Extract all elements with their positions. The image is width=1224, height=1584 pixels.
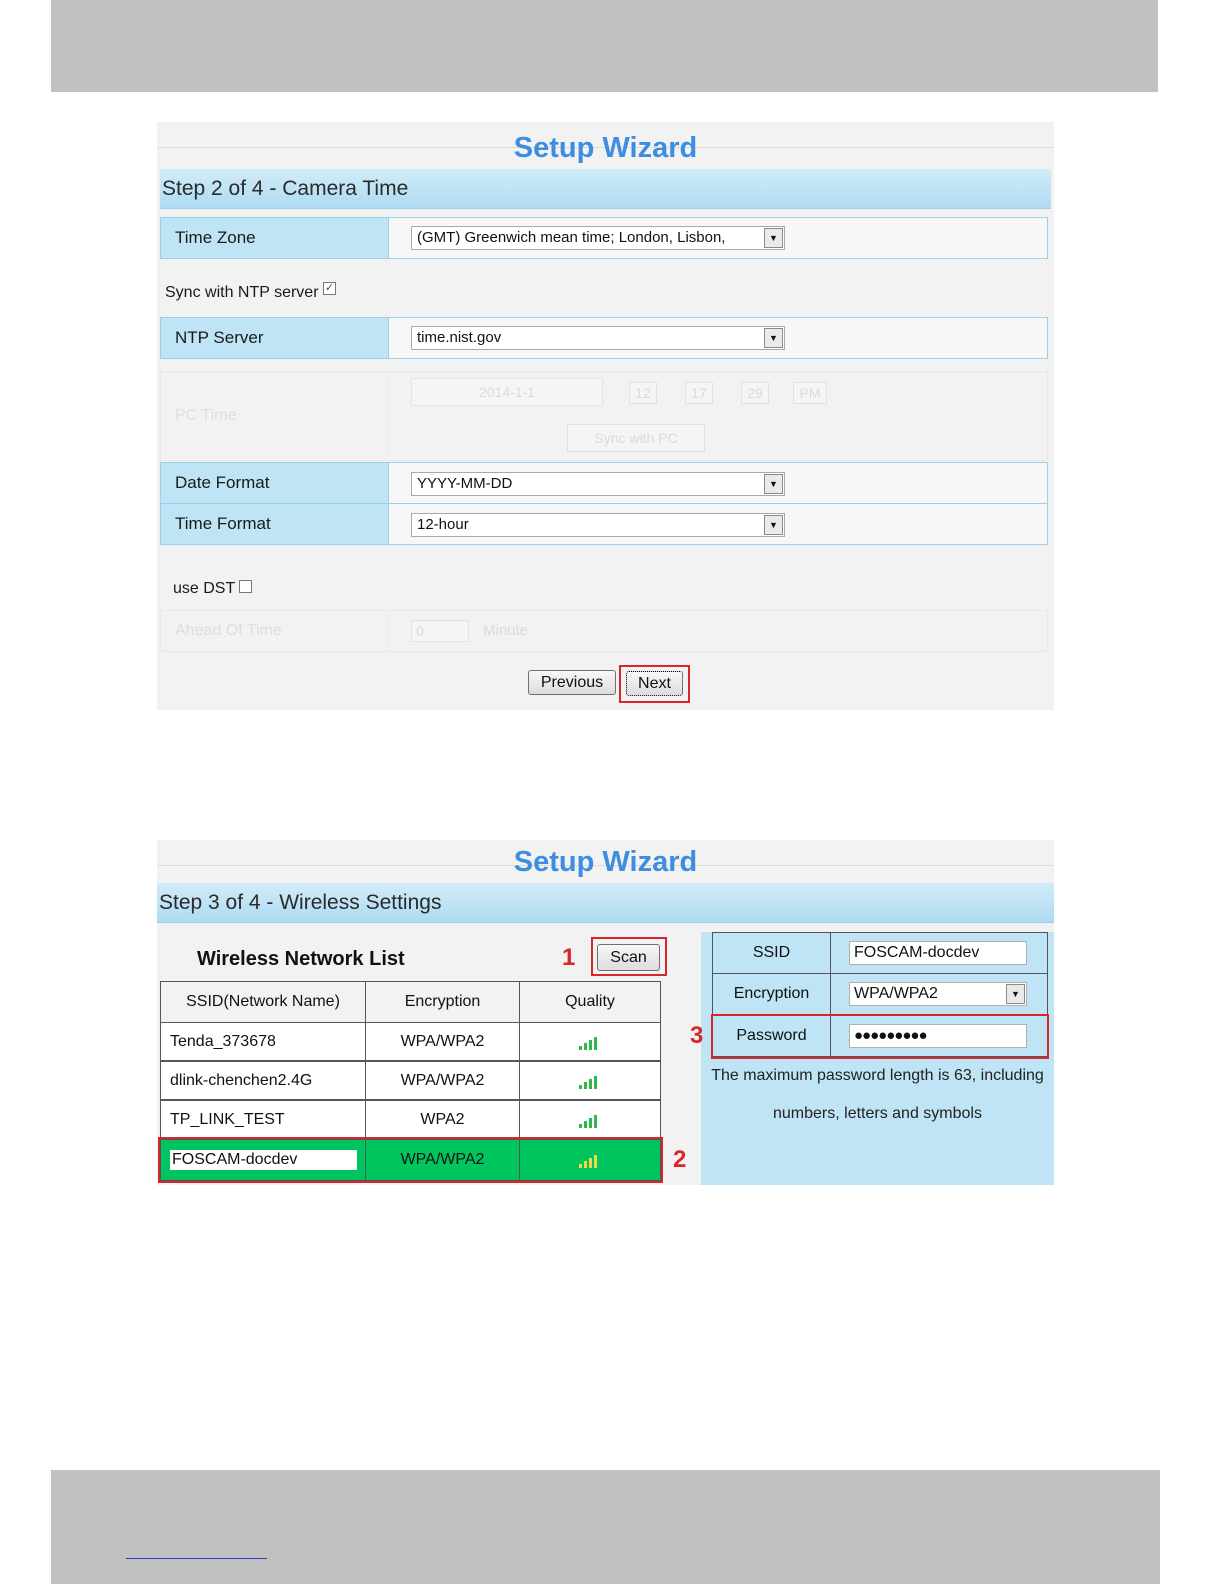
network-encryption: WPA2 bbox=[366, 1101, 520, 1138]
password-note-line1: The maximum password length is 63, including bbox=[711, 1067, 1044, 1084]
time-zone-label: Time Zone bbox=[161, 218, 389, 258]
column-header-ssid: SSID(Network Name) bbox=[161, 982, 366, 1022]
step-bar: Step 2 of 4 - Camera Time bbox=[160, 169, 1051, 209]
encryption-label: Encryption bbox=[713, 974, 831, 1014]
ssid-input[interactable]: FOSCAM-docdev bbox=[849, 941, 1027, 965]
date-format-select[interactable] bbox=[411, 472, 785, 496]
chevron-down-icon[interactable]: ▼ bbox=[1006, 984, 1025, 1004]
password-input[interactable]: ●●●●●●●●● bbox=[849, 1024, 1027, 1048]
chevron-down-icon[interactable]: ▼ bbox=[764, 328, 783, 348]
sync-with-pc-button: Sync with PC bbox=[567, 424, 705, 452]
page-header-band bbox=[51, 0, 1158, 92]
password-highlight-box bbox=[711, 1014, 1049, 1059]
wireless-settings-panel bbox=[157, 840, 1054, 1185]
marker-3: 3 bbox=[690, 1022, 704, 1049]
use-dst-label: use DST bbox=[173, 580, 235, 597]
ntp-sync-label: Sync with NTP server bbox=[165, 284, 319, 301]
network-quality bbox=[520, 1101, 660, 1138]
table-row[interactable] bbox=[160, 1100, 661, 1139]
ntp-server-row bbox=[160, 317, 1048, 359]
signal-icon bbox=[579, 1073, 601, 1089]
pc-time-row bbox=[160, 371, 1048, 461]
wireless-list-title: Wireless Network List bbox=[197, 948, 405, 970]
ahead-of-time-select: 0 bbox=[411, 620, 469, 642]
footer-link-underline[interactable] bbox=[126, 1558, 267, 1559]
network-encryption: WPA/WPA2 bbox=[366, 1140, 520, 1180]
table-row[interactable] bbox=[160, 1061, 661, 1100]
scan-button[interactable]: Scan bbox=[597, 944, 660, 971]
encryption-value: WPA/WPA2 bbox=[854, 985, 938, 1002]
use-dst-checkbox[interactable] bbox=[239, 580, 252, 593]
ntp-sync-row bbox=[165, 284, 336, 302]
ahead-of-time-label: Ahead Of Time bbox=[161, 611, 389, 651]
network-encryption: WPA/WPA2 bbox=[366, 1062, 520, 1099]
wizard-title: Setup Wizard bbox=[513, 846, 698, 878]
chevron-down-icon[interactable]: ▼ bbox=[764, 228, 783, 248]
pc-hour-select: 12 bbox=[629, 382, 657, 404]
next-button[interactable]: Next bbox=[626, 671, 683, 696]
time-format-select[interactable] bbox=[411, 513, 785, 537]
encryption-select[interactable] bbox=[849, 982, 1027, 1006]
step-bar: Step 3 of 4 - Wireless Settings bbox=[157, 883, 1054, 923]
date-format-label: Date Format bbox=[161, 463, 389, 503]
signal-icon bbox=[579, 1112, 601, 1128]
ntp-server-value: time.nist.gov bbox=[417, 329, 502, 346]
time-zone-select[interactable] bbox=[411, 226, 785, 250]
network-ssid: TP_LINK_TEST bbox=[161, 1101, 366, 1138]
wizard-title: Setup Wizard bbox=[513, 132, 698, 164]
chevron-down-icon[interactable]: ▼ bbox=[764, 474, 783, 494]
table-header bbox=[160, 981, 661, 1023]
network-quality bbox=[520, 1023, 660, 1060]
network-ssid: Tenda_373678 bbox=[161, 1023, 366, 1060]
time-format-value: 12-hour bbox=[417, 516, 469, 533]
camera-time-panel bbox=[157, 122, 1054, 710]
password-label: Password bbox=[713, 1016, 831, 1056]
selected-network-highlight-box bbox=[158, 1137, 663, 1183]
marker-1: 1 bbox=[562, 944, 576, 971]
password-note-line2: numbers, letters and symbols bbox=[773, 1105, 982, 1122]
selected-ssid-text: FOSCAM-docdev bbox=[170, 1150, 357, 1170]
ahead-of-time-unit: Minute bbox=[483, 622, 529, 639]
pc-ampm-select: PM bbox=[793, 382, 827, 404]
chevron-down-icon[interactable]: ▼ bbox=[764, 515, 783, 535]
pc-second-select: 29 bbox=[741, 382, 769, 404]
time-zone-value: (GMT) Greenwich mean time; London, Lisbon, bbox=[417, 229, 726, 246]
signal-icon bbox=[579, 1034, 601, 1050]
date-format-row bbox=[160, 462, 1048, 504]
column-header-encryption: Encryption bbox=[366, 982, 520, 1022]
pc-date-input: 2014-1-1 bbox=[411, 378, 603, 406]
page-footer-band bbox=[51, 1470, 1160, 1584]
time-format-row bbox=[160, 503, 1048, 545]
encryption-row bbox=[712, 973, 1048, 1015]
ntp-server-select[interactable] bbox=[411, 326, 785, 350]
network-quality bbox=[520, 1062, 660, 1099]
marker-2: 2 bbox=[673, 1146, 687, 1173]
pc-minute-select: 17 bbox=[685, 382, 713, 404]
column-header-quality: Quality bbox=[565, 993, 615, 1010]
network-ssid: dlink-chenchen2.4G bbox=[161, 1062, 366, 1099]
ssid-label: SSID bbox=[713, 933, 831, 973]
date-format-value: YYYY-MM-DD bbox=[417, 475, 513, 492]
ahead-of-time-row bbox=[160, 610, 1048, 652]
previous-button[interactable]: Previous bbox=[528, 670, 616, 695]
pc-time-label: PC Time bbox=[161, 372, 389, 460]
ntp-server-label: NTP Server bbox=[161, 318, 389, 358]
table-row[interactable] bbox=[160, 1022, 661, 1061]
ssid-row bbox=[712, 932, 1048, 974]
network-encryption: WPA/WPA2 bbox=[366, 1023, 520, 1060]
time-zone-row bbox=[160, 217, 1048, 259]
time-format-label: Time Format bbox=[161, 504, 389, 544]
ntp-sync-checkbox[interactable]: ✓ bbox=[324, 282, 335, 295]
use-dst-row bbox=[173, 580, 252, 598]
